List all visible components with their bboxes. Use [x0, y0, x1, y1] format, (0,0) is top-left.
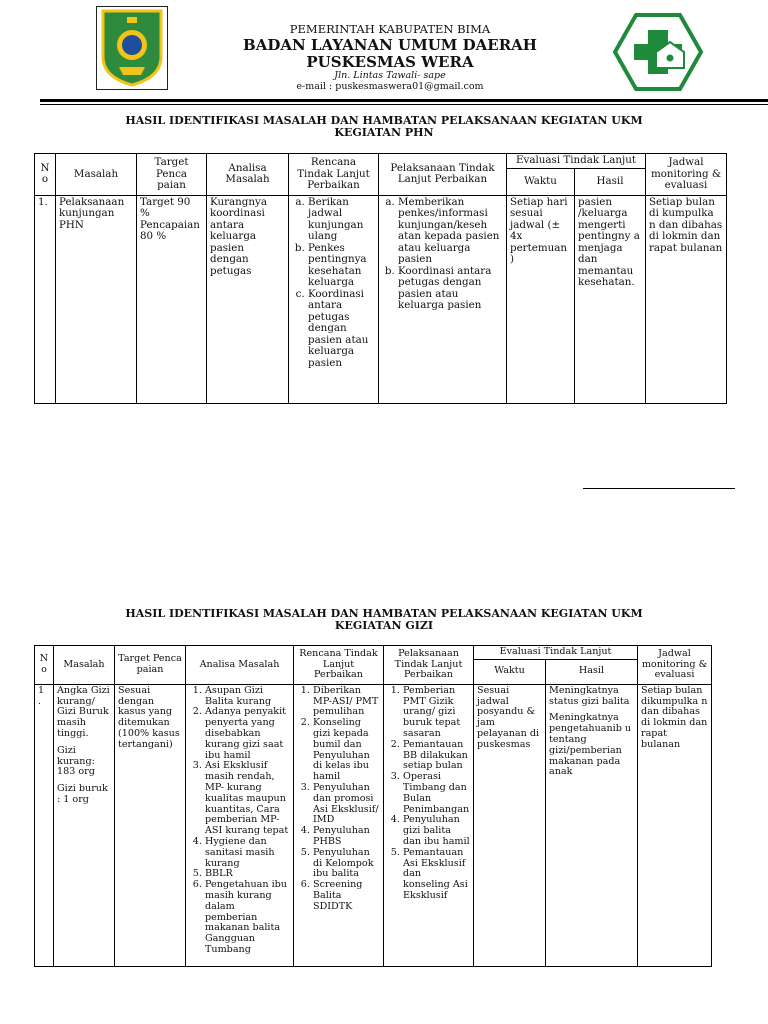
- cell-analisa: [186, 684, 294, 966]
- cell-masalah: [54, 684, 115, 966]
- gizi-table: [34, 645, 712, 967]
- cell-hasil: [546, 684, 638, 966]
- cell-pelaksanaan: [384, 684, 474, 966]
- gizi-kurang-count: Gizi kurang: 183 org: [57, 744, 95, 778]
- letterhead-puskesmas: PUSKESMAS WERA: [306, 53, 474, 71]
- section2-title: [100, 608, 668, 632]
- section2-title-line2: KEGIATAN GIZI: [334, 619, 434, 632]
- header-target: Target Penca paian: [115, 646, 186, 685]
- header-no: N o: [35, 154, 56, 196]
- cell-waktu: Sesuai jadwal posyandu & jam pelayanan di puskesmas: [474, 684, 546, 966]
- cell-hasil: pasien /keluarga mengerti pentingny a menjaga dan memantau kesehatan.: [575, 195, 646, 403]
- list-item: 1. Pemberian PMT Gizik urang/ gizi buruk tepat sasaran: [403, 686, 470, 740]
- cell-no: 1 .: [35, 684, 54, 966]
- hasil-status-gizi: Meningkatnya status gizi balita: [549, 684, 630, 707]
- header-hasil: Hasil: [575, 168, 646, 195]
- phn-table: [34, 153, 727, 404]
- hasil-pengetahuan: Meningkatnya pengetahuanib u tentang gizi/pemberian makanan pada anak: [549, 712, 632, 778]
- header-analisa: Analisa Masalah: [207, 154, 289, 196]
- list-item: 3. Asi Eksklusif masih rendah, MP- kurang kualitas maupun kuantitas, Cara pemberian MP- ASI kurang tepat: [205, 761, 290, 837]
- cell-analisa: Kurangnya koordinasi antara keluarga pasien dengan petugas: [207, 195, 289, 403]
- header-waktu: Waktu: [474, 659, 546, 684]
- letterhead-email: e-mail : puskesmaswera01@gmail.com: [296, 81, 484, 92]
- masalah-text: Angka Gizi kurang/ Gizi Buruk masih tinggi.: [57, 684, 110, 739]
- section1-title: [100, 115, 668, 139]
- letterhead-agency: BADAN LAYANAN UMUM DAERAH: [243, 36, 537, 54]
- signature-line: [583, 488, 735, 489]
- section1-title-line1: HASIL IDENTIFIKASI MASALAH DAN HAMBATAN PELAKSANAAN KEGIATAN UKM: [125, 114, 643, 127]
- list-item: 6. Screening Balita SDIDTK: [313, 880, 380, 912]
- list-item: 3. Penyuluhan dan promosi Asi Eksklusif/ IMD: [313, 783, 380, 826]
- header-evaluasi: Evaluasi Tindak Lanjut: [474, 646, 638, 660]
- list-item: 2. Pemantauan BB dilakukan setiap bulan: [403, 740, 470, 772]
- section2-title-line1: HASIL IDENTIFIKASI MASALAH DAN HAMBATAN PELAKSANAAN KEGIATAN UKM: [125, 607, 643, 620]
- letterhead-address: Jln. Lintas Tawali- sape: [334, 70, 446, 81]
- list-item: 2. Adanya penyakit penyerta yang disebabkan kurang gizi saat ibu hamil: [205, 707, 290, 761]
- cell-jadwal: Setiap bulan di kumpulka n dan dibahas di lokmin dan rapat bulanan: [646, 195, 727, 403]
- list-item: 4. Penyuluhan gizi balita dan ibu hamil: [403, 815, 470, 847]
- list-item: a. Berikan jadwal kunjungan ulang: [308, 197, 375, 243]
- cell-rencana: [294, 684, 384, 966]
- table-row: [35, 195, 727, 403]
- list-item: 4. Hygiene dan sanitasi masih kurang: [205, 837, 290, 869]
- list-item: b. Penkes pentingnya kesehatan keluarga: [308, 243, 375, 289]
- header-jadwal: Jadwal monitoring & evaluasi: [646, 154, 727, 196]
- cell-target: Target 90 % Pencapaian 80 %: [137, 195, 207, 403]
- header-masalah: Masalah: [56, 154, 137, 196]
- header-pelaksanaan: Pelaksanaan Tindak Lanjut Perbaikan: [379, 154, 507, 196]
- cell-masalah: Pelaksanaan kunjungan PHN: [56, 195, 137, 403]
- cell-rencana: [289, 195, 379, 403]
- list-item: 4. Penyuluhan PHBS: [313, 826, 380, 848]
- header-analisa: Analisa Masalah: [186, 646, 294, 685]
- section1-title-line2: KEGIATAN PHN: [334, 126, 434, 139]
- cell-pelaksanaan: [379, 195, 507, 403]
- list-item: c. Koordinasi antara petugas dengan pasien atau keluarga pasien: [308, 289, 375, 370]
- list-item: 1. Diberikan MP-ASI/ PMT pemulihan: [313, 686, 380, 718]
- cell-jadwal: Setiap bulan dikumpulka n dan dibahas di lokmin dan rapat bulanan: [638, 684, 712, 966]
- header-rencana: Rencana Tindak Lanjut Perbaikan: [294, 646, 384, 685]
- cell-no: 1.: [35, 195, 56, 403]
- header-masalah: Masalah: [54, 646, 115, 685]
- header-pelaksanaan: Pelaksanaan Tindak Lanjut Perbaikan: [384, 646, 474, 685]
- header-jadwal: Jadwal monitoring & evaluasi: [638, 646, 712, 685]
- list-item: 5. BBLR: [205, 869, 290, 880]
- list-item: 6. Pengetahuan ibu masih kurang dalam pemberian makanan balita Gangguan Tumbang: [205, 880, 290, 956]
- gizi-buruk-count: Gizi buruk : 1 org: [57, 783, 108, 805]
- list-item: a. Memberikan penkes/informasi kunjungan/keseh atan kepada pasien atau keluarga pasien: [398, 197, 503, 266]
- list-item: 5. Pemantauan Asi Eksklusif dan konseling Asi Eksklusif: [403, 848, 470, 902]
- letterhead-divider-thick: [40, 99, 768, 102]
- list-item: 2. Konseling gizi kepada bumil dan Penyuluhan di kelas ibu hamil: [313, 718, 380, 783]
- list-item: b. Koordinasi antara petugas dengan pasien atau keluarga pasien: [398, 266, 503, 312]
- header-evaluasi: Evaluasi Tindak Lanjut: [507, 154, 646, 169]
- header-target: Target Penca paian: [137, 154, 207, 196]
- header-waktu: Waktu: [507, 168, 575, 195]
- cell-target: Sesuai dengan kasus yang ditemukan (100% kasus tertangani): [115, 684, 186, 966]
- letterhead-government: PEMERINTAH KABUPATEN BIMA: [289, 22, 491, 36]
- list-item: 1. Asupan Gizi Balita kurang: [205, 686, 290, 708]
- header-hasil: Hasil: [546, 659, 638, 684]
- header-no: N o: [35, 646, 54, 685]
- puskesmas-logo: [612, 12, 704, 92]
- header-rencana: Rencana Tindak Lanjut Perbaikan: [289, 154, 379, 196]
- list-item: 3. Operasi Timbang dan Bulan Penimbangan: [403, 772, 470, 815]
- cell-waktu: Setiap hari sesuai jadwal (± 4x pertemuan ): [507, 195, 575, 403]
- table-row: [35, 684, 712, 966]
- letterhead-divider-thin: [40, 104, 768, 105]
- list-item: 5. Penyuluhan di Kelompok ibu balita: [313, 848, 380, 880]
